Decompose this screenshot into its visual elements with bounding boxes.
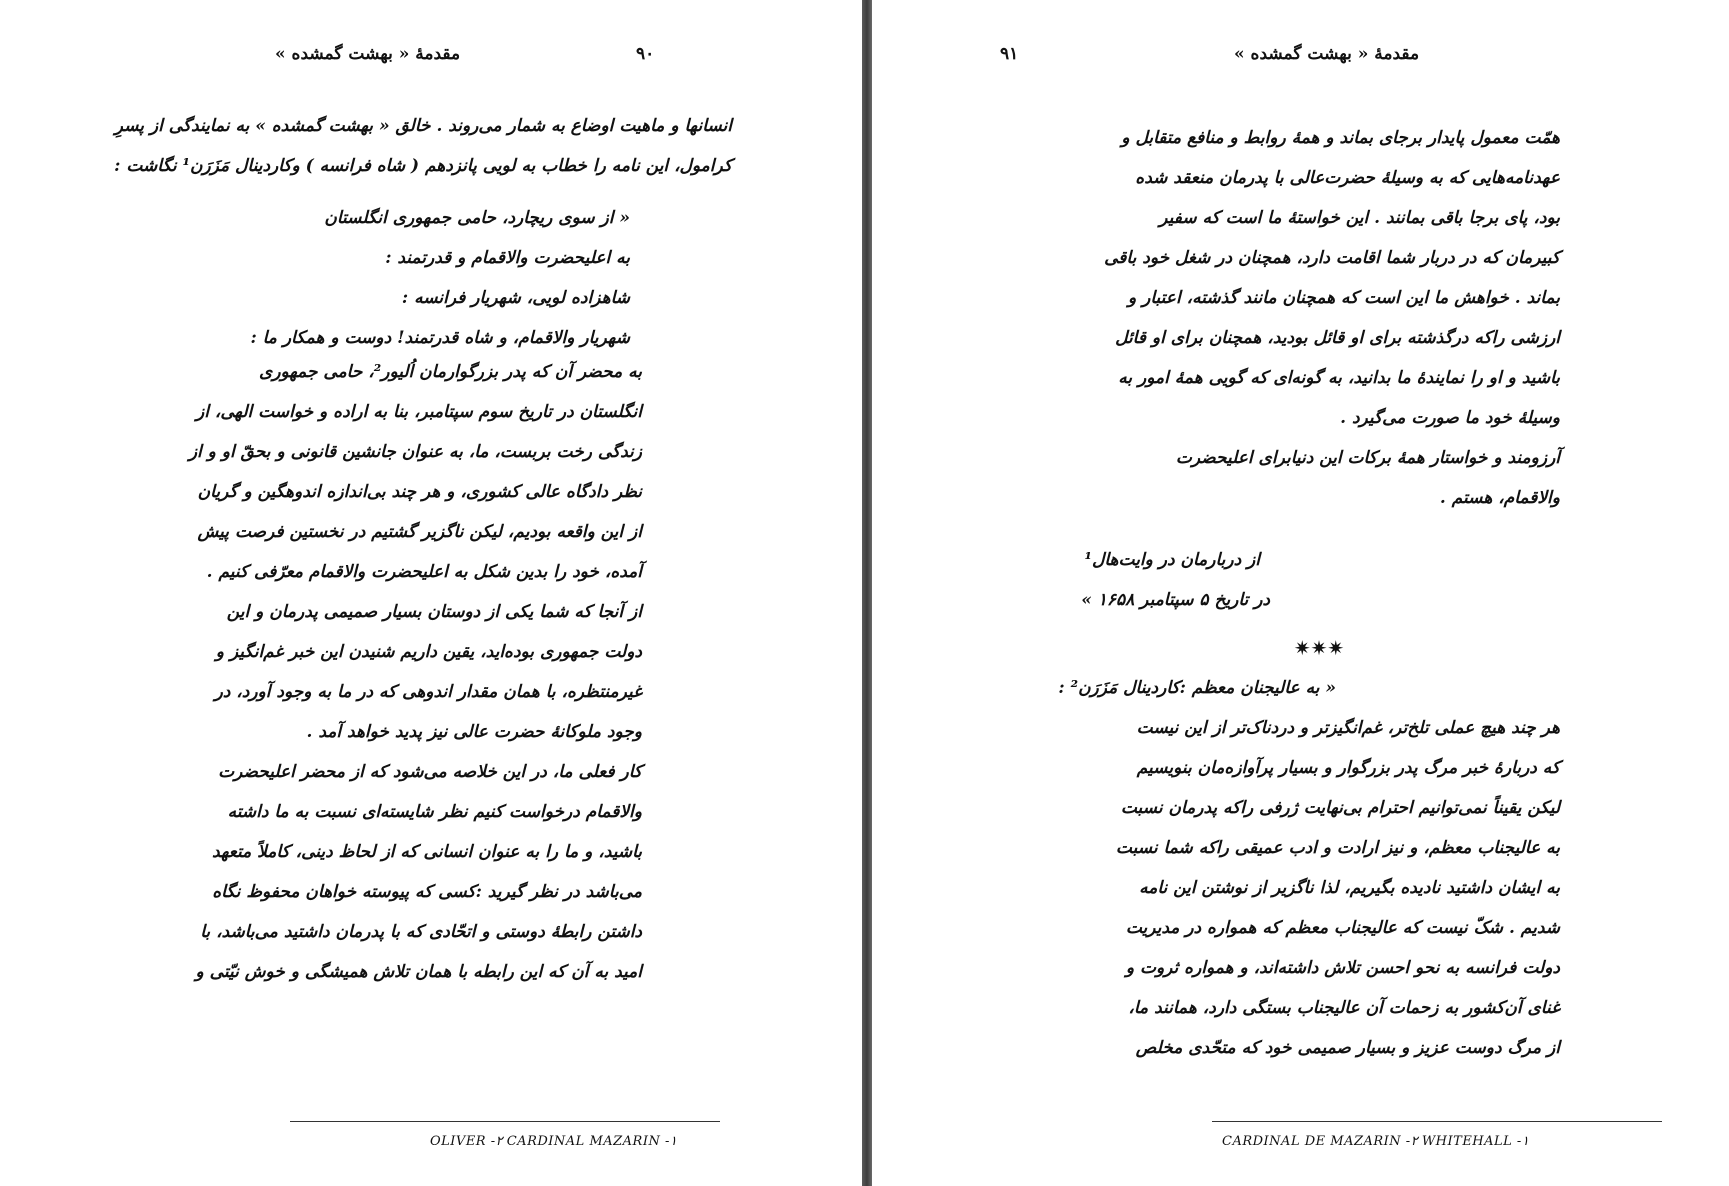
text-line: امید به آن که این رابطه با همان تلاش همیشگی و خوش نیّتی و <box>195 962 642 982</box>
salutation-line: « به عالیجنان معظم :کاردینال مَزَرَن² : <box>1058 678 1336 698</box>
text-line: از مرگ دوست عزیز و بسیار صمیمی خود که متحّدی مخلص <box>1135 1038 1560 1058</box>
text-line: وجود ملوکانهٔ حضرت عالی نیز پدید خواهد آمد . <box>306 722 642 742</box>
text-line: باشید، و ما را به عنوان انسانی که از لحاظ دینی، کاملاً متعهد <box>212 842 642 862</box>
right-running-header: مقدمهٔ « بهشت گمشده » <box>1234 44 1420 64</box>
text-line: باشید و او را نمایندهٔ ما بدانید، به گونه‌ای که گویی همهٔ امور به <box>1118 368 1560 388</box>
text-line: هر چند هیچ عملی تلخ‌تر، غم‌انگیزتر و دردناک‌تر از این نیست <box>1136 718 1560 738</box>
text-line: بود، پای برجا باقی بمانند . این خواستهٔ ما است که سفیر <box>1159 208 1560 228</box>
text-line: که دربارهٔ خبر مرگ پدر بزرگوار و بسیار پرآوازه‌مان بنویسیم <box>1136 758 1560 778</box>
text-line: از آنجا که شما یکی از دوستان بسیار صمیمی پدرمان و این <box>226 602 642 622</box>
text-line: آمده، خود را بدین شکل به اعلیحضرت والاقمام معرّفی کنیم . <box>206 562 642 582</box>
right-second-letter-salutation <box>1058 668 1560 708</box>
right-letter-continuation <box>1078 118 1560 518</box>
right-second-letter-body <box>1078 708 1560 1068</box>
text-line: ارزشی راکه درگذشته برای او قائل بودید، همچنان برای او قائل <box>1115 328 1560 348</box>
right-footnotes: CARDINAL DE MAZARIN -۲ WHITEHALL -۱ <box>1222 1134 1529 1149</box>
text-line: غیرمنتظره، با همان مقدار اندوهی که در ما به وجود آورد، در <box>214 682 642 702</box>
text-line: عهدنامه‌هایی که به وسیلهٔ حضرت‌عالی با پدرمان منعقد شده <box>1135 168 1560 188</box>
salutation-line: به اعلیحضرت والاقمام و قدرتمند : <box>385 248 630 268</box>
book-spine-divider <box>862 0 872 1186</box>
text-line: دولت فرانسه به نحو احسن تلاش داشته‌اند، و همواره ثروت و <box>1125 958 1560 978</box>
signoff-line: در تاریخ ۵ سپتامبر ۱۶۵۸ » <box>1081 590 1270 610</box>
text-line: دولت جمهوری بوده‌اید، یقین داریم شنیدن این خبر غم‌انگیز و <box>215 642 642 662</box>
text-line: والاقمام درخواست کنیم نظر شایسته‌ای نسبت به ما داشته <box>227 802 642 822</box>
text-line: آرزومند و خواستار همهٔ برکات این دنیابرای اعلیحضرت <box>1175 448 1560 468</box>
section-ornament: ✷✷✷ <box>1293 636 1345 660</box>
text-line: کار فعلی ما، در این خلاصه می‌شود که از محضر اعلیحضرت <box>218 762 642 782</box>
footnote-rule <box>290 1121 720 1122</box>
text-line: انسانها و ماهیت اوضاع به شمار می‌روند . خالق « بهشت گمشده » به نمایندگی از پسرِ <box>114 116 732 136</box>
salutation-line: « از سوی ریچارد، حامی جمهوری انگلستان <box>324 208 630 228</box>
text-line: انگلستان در تاریخ سوم سپتامبر، بنا به اراده و خواست الهی، از <box>196 402 642 422</box>
text-line: داشتن رابطهٔ دوستی و اتحّادی که با پدرمان داشتید می‌باشد، با <box>200 922 642 942</box>
right-letter-signoff <box>1078 540 1560 620</box>
text-line: غنای آن‌کشور به زحمات آن عالیجناب بستگی دارد، همانند ما، <box>1128 998 1560 1018</box>
text-line: والاقمام، هستم . <box>1439 488 1560 508</box>
text-line: از این واقعه بودیم، لیکن ناگزیر گشتیم در نخستین فرصت پیش <box>197 522 642 542</box>
signoff-line: از دربارمان در وایت‌هال¹ <box>1084 550 1260 570</box>
footnote-rule <box>1212 1121 1662 1122</box>
text-line: نظر دادگاه عالی کشوری، و هر چند بی‌اندازه اندوهگین و گریان <box>197 482 642 502</box>
text-line: بماند . خواهش ما این است که همچنان مانند گذشته، اعتبار و <box>1128 288 1560 308</box>
left-intro-paragraph <box>70 106 732 186</box>
text-line: لیکن یقیناً نمی‌توانیم احترام بی‌نهایت ژرفی راکه پدرمان نسبت <box>1120 798 1560 818</box>
left-page-number: ۹۰ <box>636 44 655 64</box>
text-line: به عالیجناب معظم، و نیز ارادت و ادب عمیقی راکه شما نسبت <box>1115 838 1560 858</box>
salutation-line: شاهزاده لویی، شهریار فرانسه : <box>401 288 630 308</box>
left-running-header: مقدمهٔ « بهشت گمشده » <box>275 44 461 64</box>
left-letter-salutation <box>130 198 630 358</box>
text-line: کبیرمان که در دربار شما اقامت دارد، همچنان در شغل خود باقی <box>1104 248 1560 268</box>
text-line: شدیم . شکّ نیست که عالیجناب معظم که همواره در مدیریت <box>1125 918 1560 938</box>
salutation-line: شهریار والاقمام، و شاه قدرتمند! دوست و همکار ما : <box>250 328 630 348</box>
text-line: می‌باشد در نظر گیرید :کسی که پیوسته خواهان محفوظ نگاه <box>212 882 642 902</box>
left-page <box>0 0 862 1186</box>
right-page <box>872 0 1729 1186</box>
text-line: به ایشان داشتید نادیده بگیریم، لذا ناگزیر از نوشتن این نامه <box>1139 878 1560 898</box>
text-line: کرامول، این نامه را خطاب به لویی پانزدهم ( شاه فرانسه ) وکاردینال مَزَرَن¹ نگاشت : <box>114 156 732 176</box>
left-footnotes: OLIVER -۲ CARDINAL MAZARIN -۱ <box>430 1134 677 1149</box>
text-line: به محضر آن که پدر بزرگوارمان اُلیور²، حامی جمهوری <box>259 362 642 382</box>
right-page-number: ۹۱ <box>1000 44 1019 64</box>
text-line: زندگی رخت بربست، ما، به عنوان جانشین قانونی و بحقّ او و از <box>188 442 642 462</box>
text-line: همّت معمول پایدار برجای بماند و همهٔ روابط و منافع متقابل و <box>1121 128 1560 148</box>
left-letter-body <box>148 352 642 992</box>
text-line: وسیلهٔ خود ما صورت می‌گیرد . <box>1340 408 1560 428</box>
